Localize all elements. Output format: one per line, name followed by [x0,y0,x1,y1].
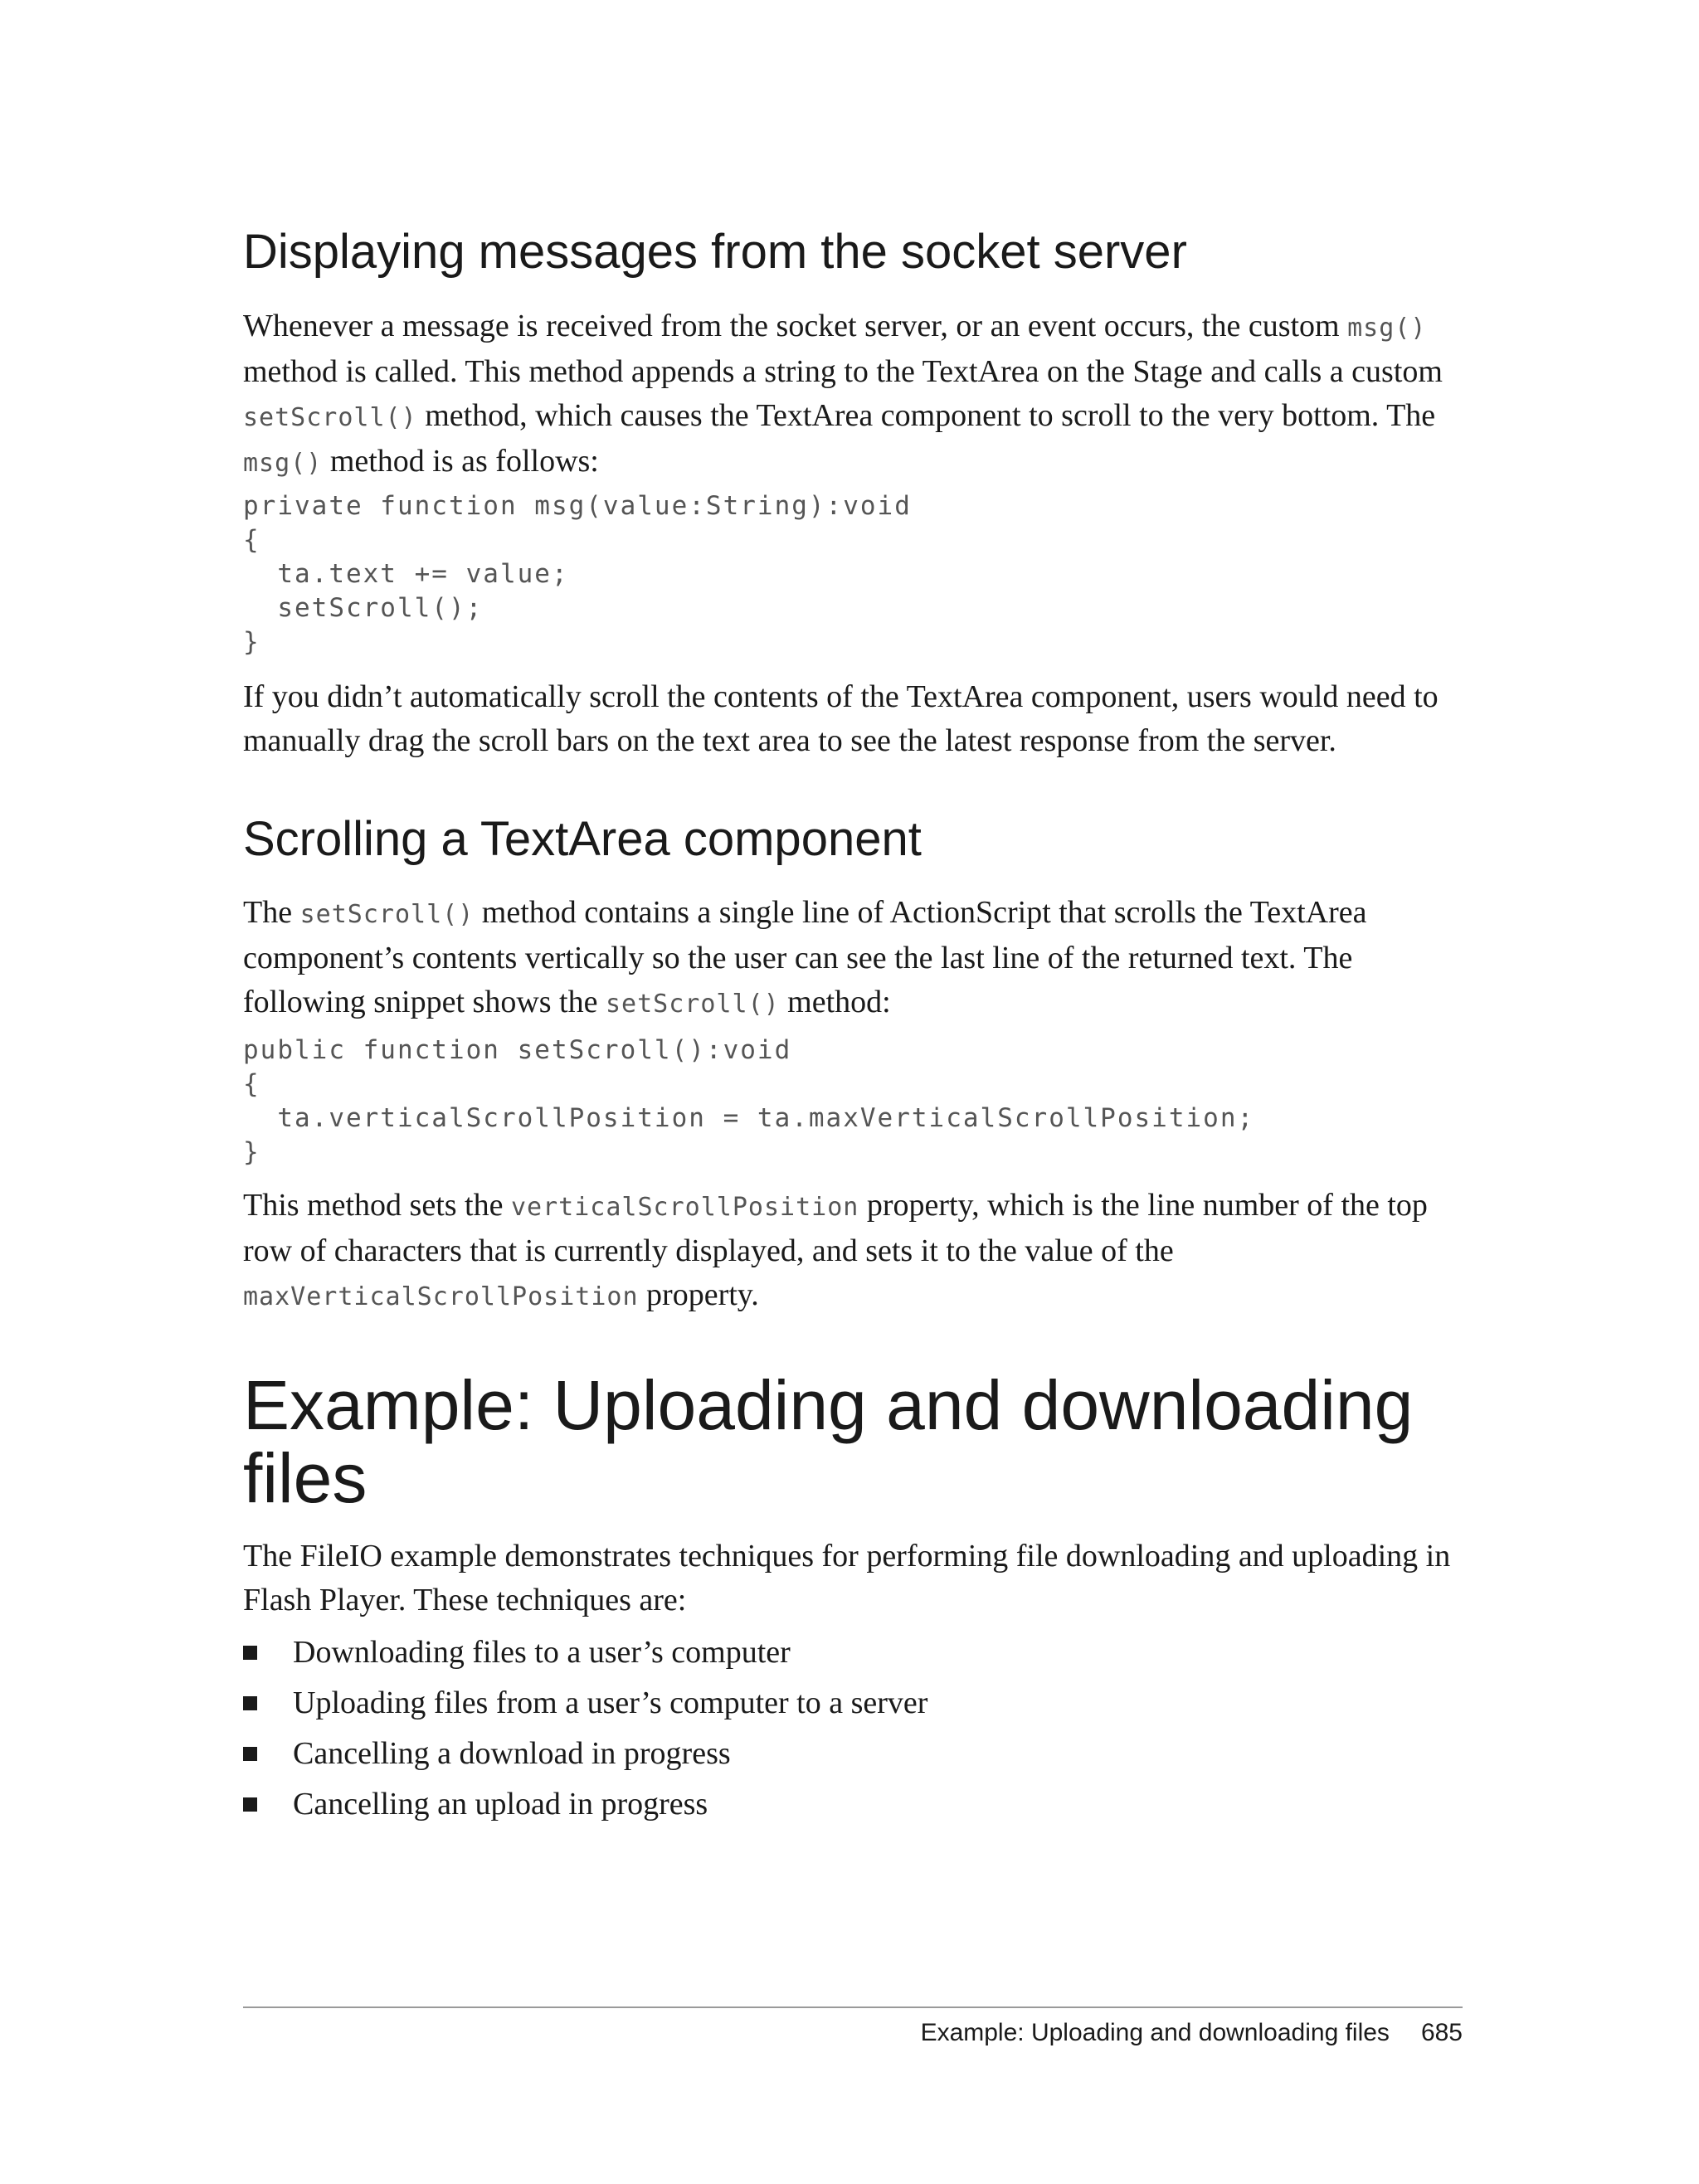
running-title: Example: Uploading and downloading files [920,2019,1390,2046]
bullet-square-icon [243,1797,257,1812]
list-item: Cancelling an upload in progress [243,1779,1463,1830]
page-number: 685 [1420,2019,1463,2046]
page-footer [921,2019,1463,2047]
paragraph-setscroll-explain: This method sets the verticalScrollPosition property, which is the line number of the top row of characters that is currently displayed, and sets it to the value of the maxVerticalScrollPosition property. [243,1188,1428,1312]
section-heading-socket-messages: Displaying messages from the socket server [243,225,1187,279]
code-block-setscroll: public function setScroll():void { ta.verticalScrollPosition = ta.maxVerticalScrollPosition; } [243,1035,1255,1167]
paragraph-fileio-intro: The FileIO example demonstrates techniques for performing file downloading and uploading in Flash Player. These techniques are: [243,1539,1451,1617]
inline-code: maxVerticalScrollPosition [243,1282,639,1311]
bullet-square-icon [243,1696,257,1710]
code-block-msg: private function msg(value:String):void { ta.text += value; setScroll(); } [243,491,912,657]
section-heading-scrolling-textarea: Scrolling a TextArea component [243,812,922,866]
list-item: Cancelling a download in progress [243,1729,1463,1779]
paragraph-msg-intro: Whenever a message is received from the socket server, or an event occurs, the custom msg() method is called. This method appends a string to the TextArea on the Stage and calls a custom setScroll() method, which causes the TextArea component to scroll to the very bottom. The msg() method is as follows: [243,309,1443,479]
inline-code: setScroll() [299,900,475,929]
paragraph-setscroll-intro: The setScroll() method contains a single line of ActionScript that scrolls the TextArea component’s contents vertically so the user can see the last line of the returned text. The following snippet shows the setScroll() method: [243,895,1367,1019]
footer-divider [243,2006,1463,2008]
inline-code: verticalScrollPosition [510,1193,859,1222]
chapter-heading: Example: Uploading and downloading files [243,1366,1414,1517]
inline-code: msg() [243,449,323,478]
inline-code: setScroll() [243,403,417,432]
list-item: Uploading files from a user’s computer to a server [243,1678,1463,1729]
list-item: Downloading files to a user’s computer [243,1627,1463,1678]
paragraph-scroll-note: If you didn’t automatically scroll the contents of the TextArea component, users would need to manually drag the scroll bars on the text area to see the latest response from the server. [243,679,1439,758]
bullet-square-icon [243,1747,257,1761]
bullet-square-icon [243,1646,257,1660]
inline-code: setScroll() [605,990,780,1019]
inline-code: msg() [1347,314,1427,343]
technique-list [243,1627,1463,1830]
